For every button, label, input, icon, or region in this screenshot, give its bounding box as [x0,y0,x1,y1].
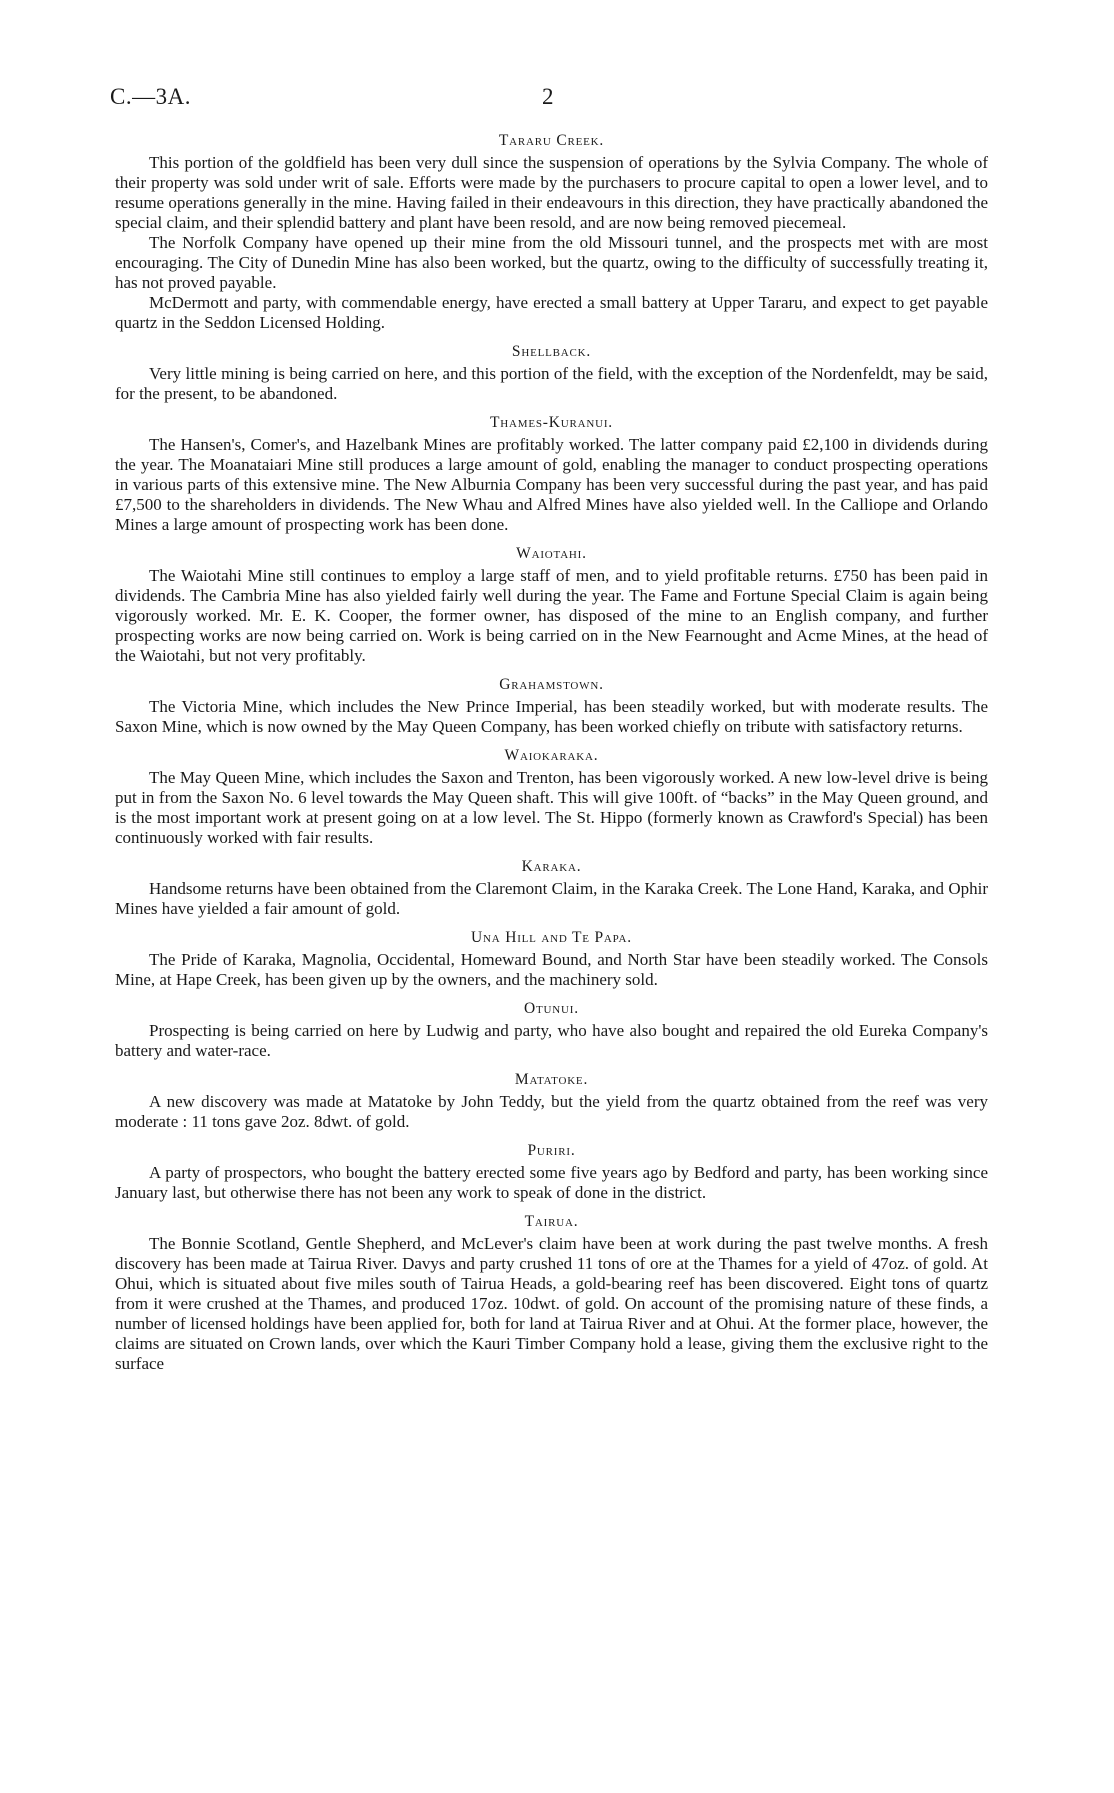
section-heading: Una Hill and Te Papa. [471,929,632,946]
paragraph: The Norfolk Company have opened up their mine from the old Missouri tunnel, and the prospects met with are most encouraging. The City of Dunedin Mine has also been worked, but the quartz, owing to the difficulty of successfully treating it, has not proved payable. [115,233,988,292]
page-header [110,84,990,114]
section-heading: Puriri. [527,1142,576,1159]
paragraph: The Victoria Mine, which includes the New Prince Imperial, has been steadily worked, but with moderate results. The Saxon Mine, which is now owned by the May Queen Company, has been worked chiefly on tribute with satisfactory returns. [115,697,988,736]
section-heading: Thames-Kuranui. [490,414,613,431]
section-heading: Tararu Creek. [498,132,605,149]
paragraph: This portion of the goldfield has been very dull since the suspension of operations by the Sylvia Company. The whole of their property was sold under writ of sale. Efforts were made by the purchasers to procure capital to open a lower level, and to resume operations generally in the mine. Having failed in their endeavours in this direction, they have practically abandoned the special claim, and their splendid battery and plant have been resold, and are now being removed piecemeal. [115,153,988,232]
paragraph: Very little mining is being carried on here, and this portion of the field, with the exception of the Nordenfeldt, may be said, for the present, to be abandoned. [115,364,988,403]
paragraph: The May Queen Mine, which includes the Saxon and Trenton, has been vigorously worked. A new low-level drive is being put in from the Saxon No. 6 level towards the May Queen shaft. This will give 100ft. of “backs” in the May Queen ground, and is the most important work at present going on at a low level. The St. Hippo (formerly known as Crawford's Special) has been continuously worked with fair results. [115,768,988,847]
section-karaka [115,857,988,919]
section-una-hill-te-papa [115,928,988,990]
document-reference: C.—3A. [110,84,191,109]
paragraph: Handsome returns have been obtained from the Claremont Claim, in the Karaka Creek. The Lone Hand, Karaka, and Ophir Mines have yielded a fair amount of gold. [115,879,988,918]
section-otunui [115,999,988,1061]
paragraph: The Waiotahi Mine still continues to employ a large staff of men, and to yield profitable returns. £750 has been paid in dividends. The Cambria Mine has also yielded fairly well during the year. The Fame and Fortune Special Claim is again being vigorously worked. Mr. E. K. Cooper, the former owner, has disposed of the mine to an English company, and further prospecting works are now being carried on. Work is being carried on in the New Fearnought and Acme Mines, at the head of the Waiotahi, but not very profitably. [115,566,988,665]
paragraph: McDermott and party, with commendable energy, have erected a small battery at Upper Tararu, and expect to get payable quartz in the Seddon Licensed Holding. [115,293,988,332]
section-grahamstown [115,675,988,737]
paragraph: The Hansen's, Comer's, and Hazelbank Mines are profitably worked. The latter company paid £2,100 in dividends during the year. The Moanataiari Mine still produces a large amount of gold, enabling the manager to conduct prospecting operations in various parts of this extensive mine. The New Alburnia Company has been very successful during the past year, and has paid £7,500 to the shareholders in dividends. The New Whau and Alfred Mines have also yielded well. In the Calliope and Orlando Mines a large amount of prospecting work has been done. [115,435,988,534]
section-thames-kuranui [115,413,988,535]
paragraph: The Bonnie Scotland, Gentle Shepherd, and McLever's claim have been at work during the past twelve months. A fresh discovery has been made at Tairua River. Davys and party crushed 11 tons of ore at the Thames for a yield of 47oz. of gold. At Ohui, which is situated about five miles south of Tairua Heads, a gold-bearing reef has been discovered. Eight tons of quartz from it were crushed at the Thames, and produced 17oz. 10dwt. of gold. On account of the promising nature of these finds, a number of licensed holdings have been applied for, both for land at Tairua River and at Ohui. At the former place, however, the claims are situated on Crown lands, over which the Kauri Timber Company hold a lease, giving them the exclusive right to the surface [115,1234,988,1373]
page-number: 2 [542,84,554,109]
paragraph: A new discovery was made at Matatoke by John Teddy, but the yield from the quartz obtained from the reef was very moderate : 11 tons gave 2oz. 8dwt. of gold. [115,1092,988,1131]
paragraph: Prospecting is being carried on here by Ludwig and party, who have also bought and repaired the old Eureka Company's battery and water-race. [115,1021,988,1060]
section-waiokaraka [115,746,988,848]
section-heading: Grahamstown. [499,676,604,693]
section-heading: Waiotahi. [516,545,587,562]
section-matatoke [115,1070,988,1132]
section-shellback [115,342,988,404]
section-tararu-creek [115,131,988,333]
section-waiotahi [115,544,988,666]
section-tairua [115,1212,988,1374]
section-heading: Otunui. [524,1000,579,1017]
paragraph: A party of prospectors, who bought the battery erected some five years ago by Bedford and party, has been working since January last, but otherwise there has not been any work to speak of done in the district. [115,1163,988,1202]
section-heading: Waiokaraka. [504,747,599,764]
section-heading: Karaka. [521,858,582,875]
section-puriri [115,1141,988,1203]
page-body [115,131,988,1374]
section-heading: Matatoke. [514,1071,589,1088]
section-heading: Tairua. [524,1213,579,1230]
paragraph: The Pride of Karaka, Magnolia, Occidental, Homeward Bound, and North Star have been steadily worked. The Consols Mine, at Hape Creek, has been given up by the owners, and the machinery sold. [115,950,988,989]
section-heading: Shellback. [511,343,592,360]
